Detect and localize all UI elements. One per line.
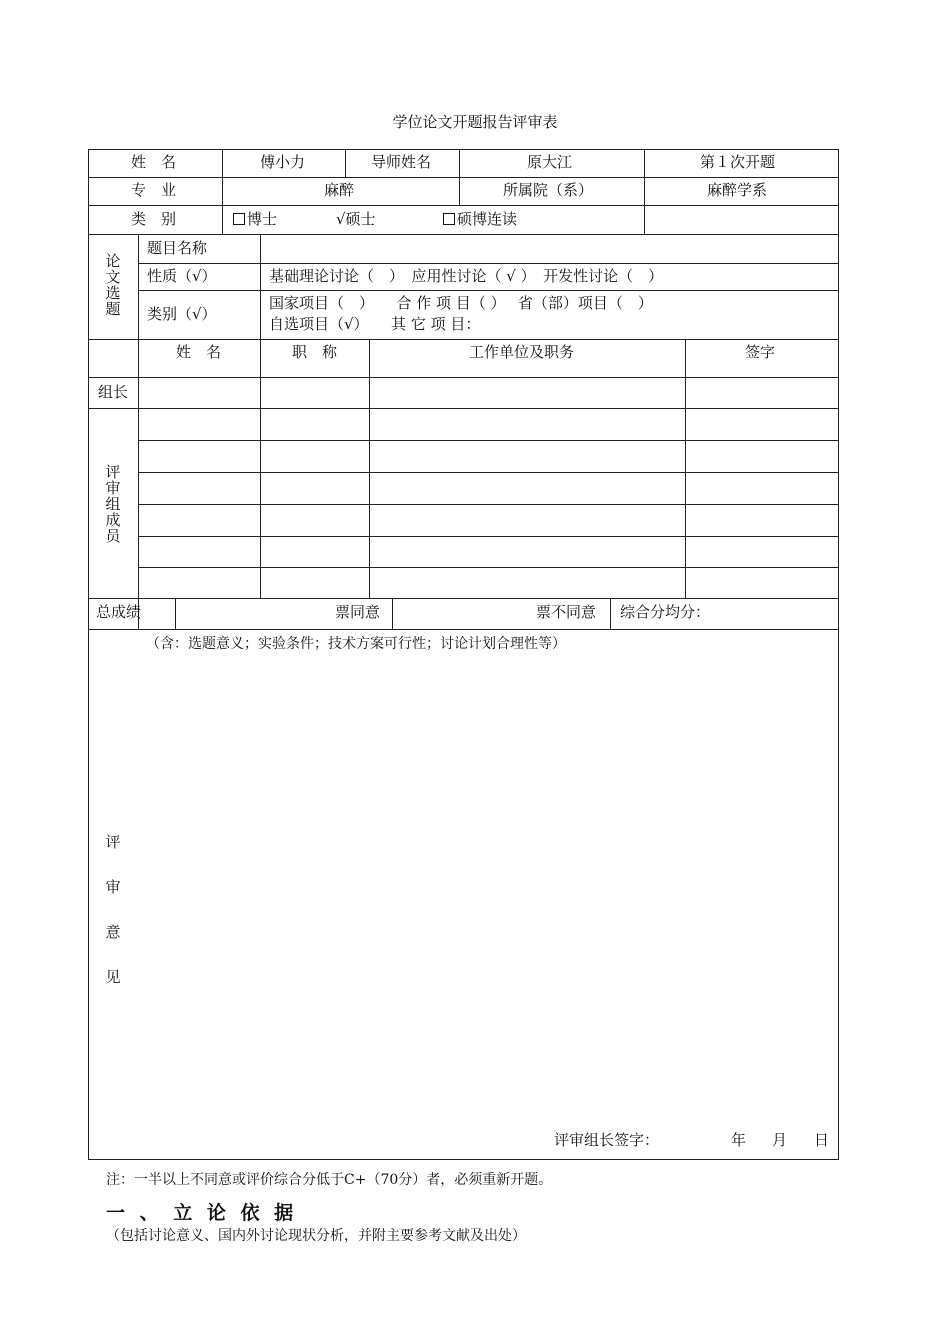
college-value: 麻醉学系: [707, 181, 768, 199]
row-divider: [88, 598, 838, 599]
leader-signature-label: 评审组长签字：: [554, 1131, 660, 1149]
topic-category-label: 类别（√）: [147, 305, 217, 323]
footnote: 注：一半以上不同意或评价综合分低于C+（70分）者，必须重新开题。: [106, 1172, 553, 1188]
name-label: 姓 名: [131, 153, 177, 171]
col-divider: [644, 149, 645, 234]
col-divider: [610, 598, 611, 629]
col-divider: [392, 598, 393, 629]
row-divider: [138, 536, 838, 537]
type-option-master[interactable]: √硕士: [336, 210, 376, 228]
topic-nature-options: 基础理论讨论（ ） 应用性讨论（ √ ） 开发性讨论（ ）: [269, 267, 664, 285]
topic-category-line2: 自选项目（√） 其 它 项 目：: [269, 315, 481, 333]
round-label: 第１次开题: [700, 153, 776, 171]
topic-section-label: 论文选题: [105, 252, 121, 318]
col-divider: [685, 339, 686, 598]
panel-header-title: 职 称: [292, 343, 338, 361]
date-month: 月: [772, 1131, 788, 1149]
type-label: 类 别: [131, 210, 177, 228]
col-divider: [175, 598, 176, 629]
topic-nature-label: 性质（√）: [147, 267, 217, 285]
major-value: 麻醉: [324, 181, 355, 199]
topic-name-label: 题目名称: [147, 239, 208, 257]
panel-header-signature: 签字: [745, 343, 776, 361]
score-agree: 票同意: [335, 603, 381, 621]
score-disagree: 票不同意: [536, 603, 597, 621]
row-divider: [88, 408, 838, 409]
checkbox-icon: [443, 213, 455, 225]
section-heading: 一 、 立 论 依 据: [106, 1202, 298, 1224]
row-divider: [88, 377, 838, 378]
col-divider: [138, 234, 139, 629]
opinion-hint: （含：选题意义；实验条件；技术方案可行性；讨论计划合理性等）: [146, 636, 566, 652]
row-divider: [88, 339, 838, 340]
row-divider: [138, 472, 838, 473]
page-title: 学位论文开题报告评审表: [392, 113, 558, 131]
leader-label: 组长: [98, 383, 129, 401]
type-option-doctor[interactable]: 博士: [233, 212, 277, 227]
col-divider: [260, 234, 261, 598]
checkbox-icon: [233, 213, 245, 225]
date-day: 日: [814, 1131, 830, 1149]
name-value: 傅小力: [260, 153, 306, 171]
score-average: 综合分均分：: [620, 603, 711, 621]
col-divider: [369, 339, 370, 598]
col-divider: [222, 149, 223, 234]
row-divider: [138, 504, 838, 505]
panel-header-name: 姓 名: [176, 343, 222, 361]
college-label: 所属院（系）: [503, 181, 594, 199]
members-label: 评审组成员: [105, 463, 121, 545]
row-divider: [88, 205, 838, 206]
advisor-value: 原大江: [527, 153, 573, 171]
panel-header-unit: 工作单位及职务: [469, 343, 575, 361]
col-divider: [345, 149, 346, 177]
major-label: 专 业: [131, 181, 177, 199]
row-divider: [88, 177, 838, 178]
row-divider: [138, 290, 838, 291]
row-divider: [138, 567, 838, 568]
date-year: 年: [731, 1131, 747, 1149]
row-divider: [138, 440, 838, 441]
section-subtitle: （包括讨论意义、国内外讨论现状分析，并附主要参考文献及出处）: [106, 1228, 526, 1244]
row-divider: [138, 263, 838, 264]
type-option-combined[interactable]: 硕博连读: [443, 212, 517, 227]
topic-category-line1: 国家项目（ ） 合 作 项 目（ ） 省（部）项目（ ）: [269, 294, 653, 312]
opinion-label: 评审意见: [105, 833, 121, 986]
col-divider: [459, 149, 460, 205]
row-divider: [88, 629, 838, 630]
advisor-label: 导师姓名: [371, 153, 432, 171]
row-divider: [88, 234, 838, 235]
score-label: 总成绩: [96, 603, 142, 621]
